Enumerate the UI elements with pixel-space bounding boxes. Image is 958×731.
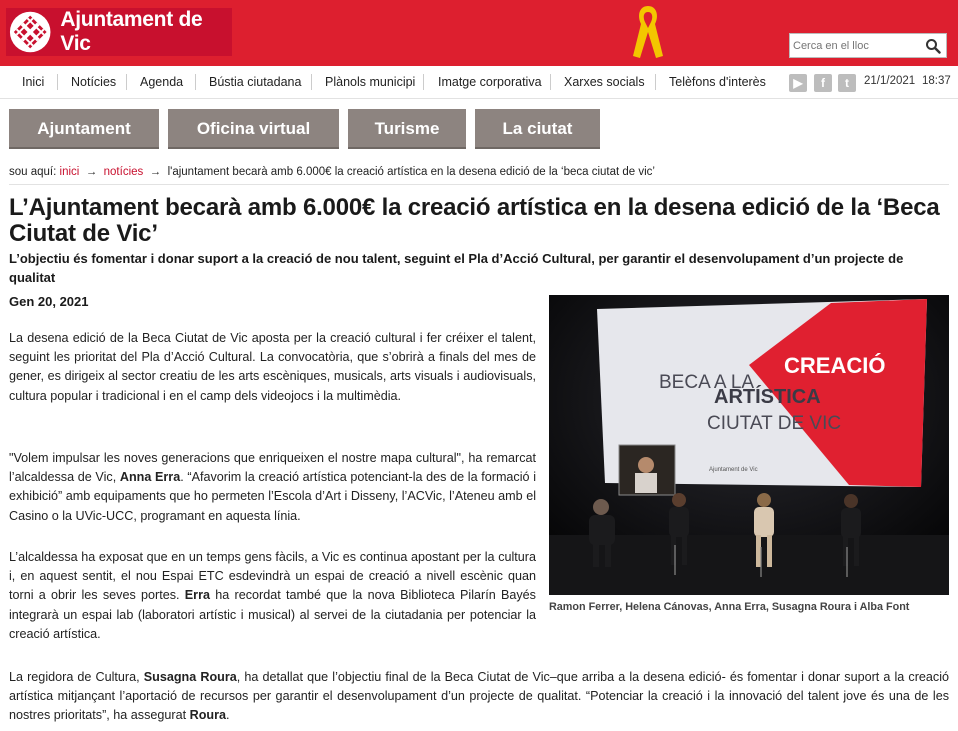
screen-logo-text: Ajuntament de Vic (709, 467, 758, 473)
screen-text-line1: BECA A LA (659, 372, 755, 393)
facebook-icon[interactable]: f (814, 74, 832, 92)
nav-item-imatge[interactable]: Imatge corporativa (438, 75, 542, 89)
person-name: Roura (189, 708, 226, 723)
yellow-ribbon-icon (627, 2, 669, 60)
article-paragraph (9, 449, 536, 526)
paragraph-text: La regidora de Cultura, (9, 670, 144, 684)
breadcrumb-section-link[interactable]: notícies (103, 166, 144, 178)
nav-item-bustia[interactable]: Bústia ciutadana (209, 75, 302, 89)
breadcrumb (9, 166, 655, 178)
nav-separator (126, 74, 127, 90)
twitter-icon[interactable]: t (838, 74, 856, 92)
nav-item-agenda[interactable]: Agenda (140, 75, 184, 89)
screen-text-red: CREACIÓ (784, 353, 886, 378)
nav-item-telefons[interactable]: Telèfons d'interès (669, 75, 766, 89)
youtube-icon[interactable]: ▶ (789, 74, 807, 92)
nav-separator (311, 74, 312, 90)
tab-ajuntament[interactable]: Ajuntament (9, 109, 159, 149)
search-input[interactable] (793, 35, 919, 56)
nav-separator (423, 74, 424, 90)
nav-item-xarxes[interactable]: Xarxes socials (564, 75, 645, 89)
search-box[interactable] (789, 33, 947, 58)
paragraph-text: L’alcaldessa ha exposat que en un temps gens fàcils, a Vic es continua apostant per la cultura i, en aquest sentit, el nou Espai ETC esdevindrà un espai de creació a nivell escènic quan torni a obrir les seves portes. (9, 550, 536, 603)
photo-caption: Ramon Ferrer, Helena Cánovas, Anna Erra, Susagna Roura i Alba Font (549, 601, 910, 613)
top-navigation (0, 70, 958, 94)
article-paragraph (9, 668, 949, 726)
search-icon[interactable] (925, 38, 941, 54)
tab-la-ciutat[interactable]: La ciutat (475, 109, 600, 149)
article-paragraph: La desena edició de la Beca Ciutat de Vic aposta per la creació cultural i fer créixer el talent, seguint les prioritat del Pla d’Acció Cultural. La convocatòria, que s’obrirà a finals del mes de gener, es dirigeix al sector creatiu de les arts escèniques, musicals, arts visuals i audiovisuals, cultura popular i tradicional i en el camp dels videojocs i la multimèdia. (9, 331, 536, 403)
divider (0, 98, 958, 99)
breadcrumb-home-link[interactable]: inici (59, 166, 80, 178)
current-date: 21/1/2021 (864, 75, 916, 87)
paragraph-text: , ha detallat que l’objectiu final de la Beca Ciutat de Vic–que arriba a la desena edició- és fomentar i donar suport a la creació artística mitjançant l’aportació de recursos per garantir el desenvolupament d’un projecte de qualitat. “Potenciar la creació i la innovació del talent jove és una de les nostres prioritats”, ha assegurat (9, 670, 950, 723)
breadcrumb-prefix: sou aquí: (9, 166, 57, 178)
nav-separator (195, 74, 196, 90)
nav-item-noticies[interactable]: Notícies (71, 75, 117, 89)
article-photo[interactable] (549, 295, 949, 595)
current-time: 18:37 (922, 75, 951, 87)
nav-item-inici[interactable]: Inici (22, 75, 45, 89)
breadcrumb-arrow-icon: → (146, 166, 165, 178)
paragraph-text: "Volem impulsar les noves generacions que enriqueixen el nostre mapa cultural", ha remarcat l’alcaldessa de Vic, (9, 451, 536, 485)
nav-separator (550, 74, 551, 90)
site-name: Ajuntament de Vic (60, 8, 203, 55)
divider (9, 184, 949, 185)
person-name: Anna Erra (119, 470, 181, 485)
article-paragraph (9, 548, 536, 644)
paragraph-text: . “Afavorim la creació artística potenciant-la des de la formació i exhibició” amb equipaments que ho permeten l’Escola d’Art i Disseny, l’ACVic, l’Ateneu amb el Casino o la UVic-UCC, programant en aquesta línia. (9, 470, 536, 523)
nav-item-planols[interactable]: Plànols municipi (325, 75, 416, 89)
city-shield-icon (8, 9, 52, 55)
person-name: Erra (184, 588, 210, 603)
paragraph-text: . (225, 708, 230, 723)
article-title: L’Ajuntament becarà amb 6.000€ la creació artística en la desena edició de la ‘Beca Ciutat de Vic’ (9, 194, 940, 247)
breadcrumb-current: l'ajuntament becarà amb 6.000€ la creació artística en la desena edició de la ‘beca ciutat de vic’ (167, 166, 655, 178)
screen-text-line3: CIUTAT DE VIC (707, 413, 842, 434)
screen-text-line2: ARTÍSTICA (714, 386, 821, 408)
article-date: Gen 20, 2021 (9, 294, 89, 309)
paragraph-text: ha recordat també que la nova Biblioteca Pilarín Bayés integrarà un espai lab (laboratori artístic i musical) al servei de la ciutadania per potenciar la creació artística. (9, 588, 536, 641)
article-subtitle: L’objectiu és fomentar i donar suport a la creació de nou talent, seguint el Pla d’Acció Cultural, per garantir el desenvolupament d’un projecte de qualitat (9, 251, 904, 285)
nav-separator (57, 74, 58, 90)
tab-oficina-virtual[interactable]: Oficina virtual (168, 109, 339, 149)
event-photo-image (549, 295, 949, 595)
nav-separator (655, 74, 656, 90)
site-header (0, 0, 958, 66)
breadcrumb-arrow-icon: → (82, 166, 101, 178)
person-name: Susagna Roura (143, 670, 237, 684)
site-logo[interactable] (6, 8, 232, 56)
tab-turisme[interactable]: Turisme (348, 109, 466, 149)
